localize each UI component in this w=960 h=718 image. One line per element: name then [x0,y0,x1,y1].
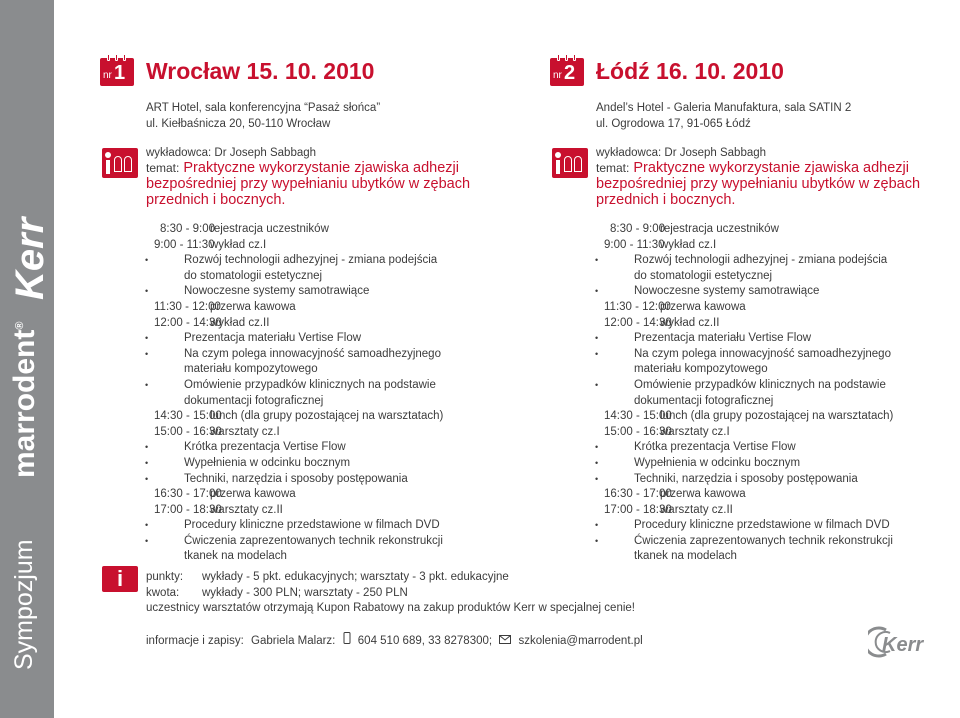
street: ul. Ogrodowa 17, 91-065 Łódź [596,118,751,130]
schedule-item: warsztaty cz.I [660,425,730,438]
sidebar [0,0,54,718]
kerr-logo [868,624,940,660]
schedule-topic: Krótka prezentacja Vertise Flow [184,441,346,454]
schedule-topic: Rozwój technologii adhezyjnej - zmiana podejścia [634,254,888,267]
schedule-topic-continued: dokumentacji fotograficznej [634,394,774,407]
schedule-item: rejestracja uczestników [660,223,779,235]
voucher-note: uczestnicy warsztatów otrzymają Kupon Rabatowy na zakup produktów Kerr w specjalnej cenie! [146,602,635,614]
event-number: 1 [114,62,126,84]
schedule-item: warsztaty cz.II [660,503,733,516]
bullet-icon: • [595,333,599,344]
points-label: punkty: [146,571,184,583]
contact-person: Gabriela Malarz: [251,635,336,647]
schedule-topic: Procedury kliniczne przedstawione w filmach DVD [184,519,440,532]
info-icon: i [102,566,138,592]
bullet-icon: • [145,255,149,266]
lecturer-icon [552,148,588,178]
schedule-topic-continued: materiału kompozytowego [634,363,768,376]
topic-label: temat: [146,161,180,175]
bullet-icon: • [145,457,149,468]
topic-label: temat: [596,161,630,175]
event-address [146,100,380,132]
schedule-time: 12:00 - 14:30 [604,316,672,329]
lecturer: wykładowca: Dr Joseph Sabbagh [146,147,317,159]
sidebar-kerr-logo: Kerr [8,217,52,300]
schedule-item: rejestracja uczestników [210,223,329,235]
schedule-time: 8:30 - 9:00 [610,223,665,235]
schedule-topic: Krótka prezentacja Vertise Flow [634,441,796,454]
info-block [146,570,635,617]
schedule-item: wykład cz.II [210,316,270,329]
schedule-topic: Na czym polega innowacyjność samoadhezyjnego [634,347,891,360]
schedule-time: 17:00 - 18:30 [154,503,222,516]
kerr-logo-text: Kerr [882,634,924,656]
schedule-topic: Wypełnienia w odcinku bocznym [184,456,351,469]
schedule-item: przerwa kawowa [210,300,296,313]
schedule-item: lunch (dla grupy pozostającej na warsztatach) [210,410,444,423]
schedule-topic: Prezentacja materiału Vertise Flow [634,332,812,345]
bullet-icon: • [145,379,149,390]
topic-text: Praktyczne wykorzystanie zjawiska adhezji bezpośredniej przy wypełnianiu ubytków w zębach przednich i bocznych. [596,160,921,208]
schedule-time: 11:30 - 12:00 [154,300,221,313]
schedule-topic: Ćwiczenia zaprezentowanych technik rekonstrukcji [634,534,893,547]
bullet-icon: • [595,520,599,531]
schedule-time: 8:30 - 9:00 [160,223,215,235]
contact-line [146,632,647,647]
schedule-topic: Omówienie przypadków klinicznych na podstawie [634,378,886,391]
schedule-time: 15:00 - 16:30 [604,425,672,438]
schedule-topic: Rozwój technologii adhezyjnej - zmiana podejścia [184,254,438,267]
schedule-topic-continued: do stomatologii estetycznej [184,269,323,282]
schedule-item: wykład cz.I [660,238,717,251]
event-number-badge [100,58,134,86]
bullet-icon: • [595,535,599,546]
event-city-date: Wrocław 15. 10. 2010 [146,58,375,84]
bullet-icon: • [595,457,599,468]
schedule-time: 15:00 - 16:30 [154,425,222,438]
phone-number[interactable]: 604 510 689, 33 8278300; [357,635,493,647]
bullet-icon: • [595,379,599,390]
bullet-icon: • [145,348,149,359]
schedule-item: przerwa kawowa [660,300,746,313]
info-badge [100,562,140,590]
topic-text: Praktyczne wykorzystanie zjawiska adhezji bezpośredniej przy wypełnianiu ubytków w zębach przednich i bocznych. [146,160,471,208]
schedule-topic-continued: tkanek na modelach [634,550,737,563]
contact-label: informacje i zapisy: [146,635,244,647]
schedule-time: 9:00 - 11:30 [154,238,215,251]
schedule-time: 11:30 - 12:00 [604,300,671,313]
schedule-topic: Omówienie przypadków klinicznych na podstawie [184,378,436,391]
bullet-icon: • [145,535,149,546]
bullet-icon: • [145,520,149,531]
bullet-icon: • [145,442,149,453]
fee-label: kwota: [146,586,180,599]
lecture-topic [146,160,516,208]
sidebar-section-title: Sympozjum [10,539,38,670]
points-value: wykłady - 5 pkt. edukacyjnych; warsztaty - 3 pkt. edukacyjne [202,571,509,583]
schedule-time: 16:30 - 17:00 [604,488,672,501]
schedule-item: wykład cz.I [210,238,267,251]
schedule-topic: Nowoczesne systemy samotrawiące [634,285,820,298]
event-address [596,100,851,132]
schedule-topic-continued: dokumentacji fotograficznej [184,394,324,407]
schedule-time: 12:00 - 14:30 [154,316,222,329]
schedule-topic: Procedury kliniczne przedstawione w filmach DVD [634,519,890,532]
event-number: 2 [564,62,576,84]
schedule-item: wykład cz.II [660,316,720,329]
schedule-time: 17:00 - 18:30 [604,503,672,516]
event-number-label: nr [553,70,562,81]
schedule-topic: Wypełnienia w odcinku bocznym [634,456,801,469]
venue: Andel’s Hotel - Galeria Manufaktura, sala SATIN 2 [596,102,852,114]
event-number-badge [550,58,584,86]
schedule-topic-continued: materiału kompozytowego [184,363,318,376]
schedule-item: przerwa kawowa [660,488,746,501]
schedule-topic-continued: do stomatologii estetycznej [634,269,773,282]
bullet-icon: • [145,333,149,344]
lecturer: wykładowca: Dr Joseph Sabbagh [596,147,767,159]
schedule-item: lunch (dla grupy pozostającej na warsztatach) [660,410,894,423]
event-city-date: Łódź 16. 10. 2010 [596,58,784,84]
email-link[interactable]: szkolenia@marrodent.pl [518,635,643,647]
schedule-time: 14:30 - 15:00 [604,410,672,423]
schedule-item: przerwa kawowa [210,488,296,501]
schedule-topic: Na czym polega innowacyjność samoadhezyjnego [184,347,441,360]
schedule-time: 9:00 - 11:30 [604,238,665,251]
bullet-icon: • [145,286,149,297]
bullet-icon: • [595,286,599,297]
bullet-icon: • [595,255,599,266]
street: ul. Kiełbaśnicza 20, 50-110 Wrocław [146,118,331,130]
bullet-icon: • [595,348,599,359]
bullet-icon: • [145,473,149,484]
email-icon [499,635,511,647]
schedule-item: warsztaty cz.II [210,503,283,516]
schedule-time: 14:30 - 15:00 [154,410,222,423]
venue: ART Hotel, sala konferencyjna “Pasaż słońca” [146,102,381,114]
sidebar-company-name: marrodent® [8,321,41,478]
lecturer-icon [102,148,138,178]
schedule-topic: Techniki, narzędzia i sposoby postępowania [184,472,408,485]
bullet-icon: • [595,442,599,453]
schedule-item: warsztaty cz.I [210,425,280,438]
schedule-topic: Nowoczesne systemy samotrawiące [184,285,370,298]
event-number-label: nr [103,70,112,81]
lecture-topic [596,160,960,208]
schedule-topic-continued: tkanek na modelach [184,550,287,563]
schedule-topic: Techniki, narzędzia i sposoby postępowania [634,472,858,485]
bullet-icon: • [595,473,599,484]
fee-value: wykłady - 300 PLN; warsztaty - 250 PLN [202,586,408,599]
schedule-topic: Prezentacja materiału Vertise Flow [184,332,362,345]
schedule-topic: Ćwiczenia zaprezentowanych technik rekonstrukcji [184,534,443,547]
schedule-time: 16:30 - 17:00 [154,488,222,501]
phone-icon [343,635,351,647]
